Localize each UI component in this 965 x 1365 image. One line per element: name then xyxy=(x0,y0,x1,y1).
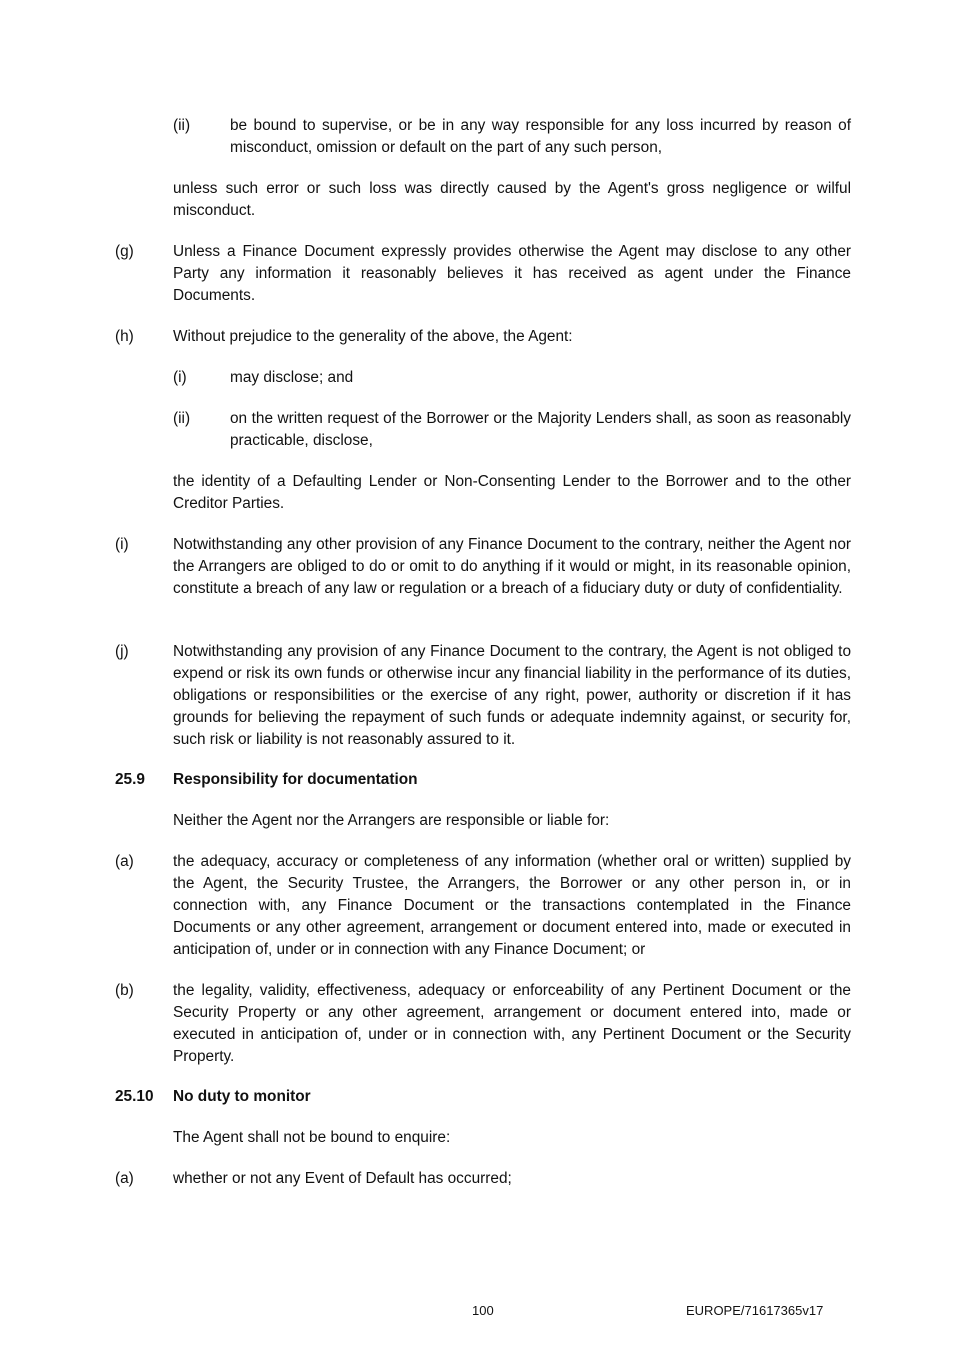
clause-text: may disclose; and xyxy=(230,369,354,386)
page-number: 100 xyxy=(472,1303,494,1318)
clause-number: (ii) xyxy=(173,117,191,134)
clause-number: (i) xyxy=(173,369,187,386)
clause-text: Unless a Finance Document expressly provides otherwise the Agent may disclose to any other Party any information it reasonably believes it has received as agent under the Finance Documents. xyxy=(173,243,851,304)
document-reference: EUROPE/71617365v17 xyxy=(686,1303,824,1318)
clause-number: (h) xyxy=(115,328,134,345)
clause-text: the adequacy, accuracy or completeness of any information (whether oral or written) supplied by the Agent, the Security Trustee, the Arrangers, the Borrower or any other person in, or in connection with, any Finance Document or the transactions contemplated in the Finance Documents or any other agreement, arrangement or document entered into, made or executed in anticipation of, under or in connection with any Finance Document; or xyxy=(173,853,851,958)
clause-number: (g) xyxy=(115,243,134,260)
clause-number: (a) xyxy=(115,1170,134,1187)
clause-text: Notwithstanding any provision of any Finance Document to the contrary, the Agent is not obliged to expend or risk its own funds or otherwise incur any financial liability in the performance of its duties, obligations or responsibilities or the exercise of any right, power, authority or discretion if it has grounds for believing the repayment of such funds or adequate indemnity against, or security for, such risk or liability is not reasonably assured to it. xyxy=(173,643,851,748)
clause-number: (a) xyxy=(115,853,134,870)
section-title: No duty to monitor xyxy=(173,1088,311,1105)
clause-number: (ii) xyxy=(173,410,191,427)
clause-text: whether or not any Event of Default has occurred; xyxy=(173,1170,512,1187)
clause-number: (j) xyxy=(115,643,129,660)
paragraph-text: Neither the Agent nor the Arrangers are responsible or liable for: xyxy=(173,812,610,829)
clause-text: Notwithstanding any other provision of any Finance Document to the contrary, neither the Agent nor the Arrangers are obliged to do or omit to do anything if it would or might, in its reasonable opinion, constitute a breach of any law or regulation or a breach of a fiduciary duty or duty of confidentiality. xyxy=(173,536,851,597)
section-title: Responsibility for documentation xyxy=(173,771,418,788)
clause-text: Without prejudice to the generality of the above, the Agent: xyxy=(173,328,573,345)
section-number: 25.10 xyxy=(115,1088,154,1105)
clause-number: (b) xyxy=(115,982,134,999)
clause-text: the legality, validity, effectiveness, adequacy or enforceability of any Pertinent Document or the Security Property or any other agreement, arrangement or document entered into, made or executed in anticipation of, under or in connection with, any Pertinent Document or the Security Property. xyxy=(173,982,851,1065)
paragraph-text: The Agent shall not be bound to enquire: xyxy=(173,1129,451,1146)
section-number: 25.9 xyxy=(115,771,145,788)
paragraph-text: unless such error or such loss was directly caused by the Agent's gross negligence or wilful misconduct. xyxy=(173,180,851,219)
clause-text: be bound to supervise, or be in any way responsible for any loss incurred by reason of misconduct, omission or default on the part of any such person, xyxy=(230,117,851,156)
paragraph-text: the identity of a Defaulting Lender or Non-Consenting Lender to the Borrower and to the other Creditor Parties. xyxy=(173,473,851,512)
clause-number: (i) xyxy=(115,536,129,553)
clause-text: on the written request of the Borrower or the Majority Lenders shall, as soon as reasonably practicable, disclose, xyxy=(230,410,851,449)
